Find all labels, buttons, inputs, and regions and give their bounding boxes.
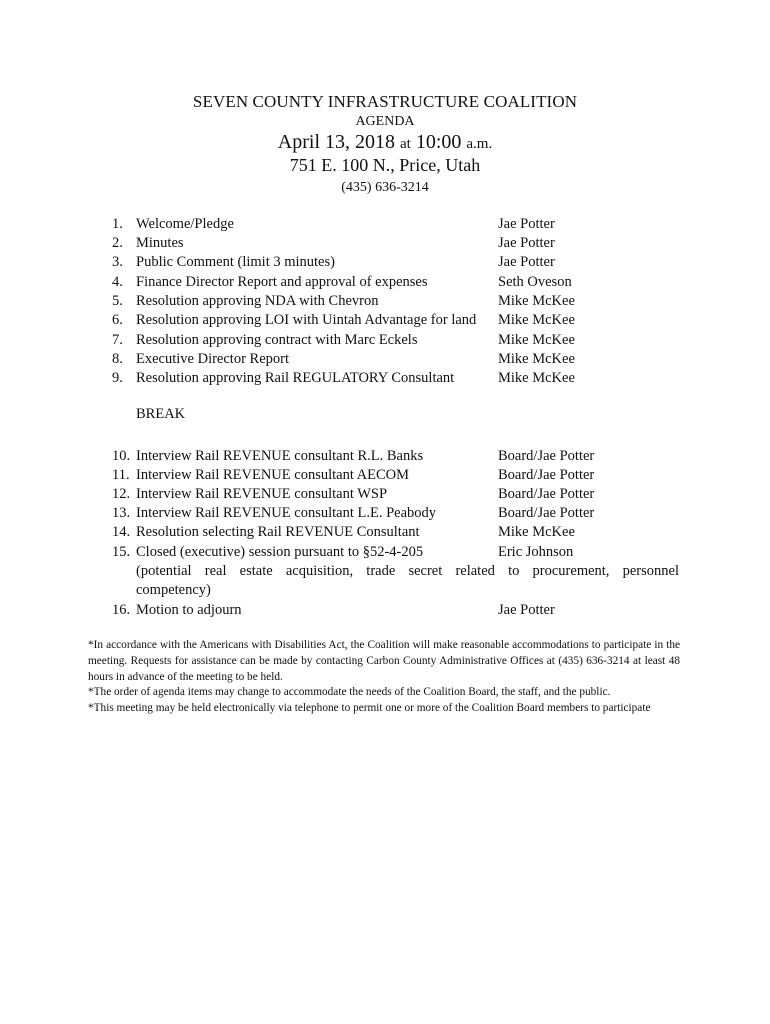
electronic-meeting-note: *This meeting may be held electronically via telephone to permit one or more of the Coalition Board members to participate [88,702,651,715]
item15-details-line2: competency) [136,582,211,598]
agenda-item-text: Resolution approving Rail REGULATORY Consultant [136,370,455,386]
agenda-item [0,523,770,543]
date-text: April 13, 2018 [277,131,395,153]
footnotes [88,638,680,717]
agenda-item [0,485,770,505]
date-at: at [400,136,411,152]
agenda-item-text: Interview Rail REVENUE consultant WSP [136,486,388,502]
agenda-item-number: 3. [112,254,123,270]
agenda-item [0,234,770,254]
agenda-item-presenter: Mike McKee [498,524,575,540]
agenda-item-presenter: Mike McKee [498,332,575,348]
agenda-item-text: Motion to adjourn [136,602,242,618]
agenda-item-text: Resolution approving LOI with Uintah Advantage for land [136,312,477,328]
agenda-item-presenter: Board/Jae Potter [498,467,595,483]
agenda-item-text: Public Comment (limit 3 minutes) [136,254,335,270]
agenda-item-text: Executive Director Report [136,351,289,367]
agenda-item-number: 16. [112,602,131,618]
agenda-item-presenter: Eric Johnson [498,544,574,560]
agenda-subtitle: AGENDA [355,114,415,129]
agenda-item-presenter: Mike McKee [498,351,575,367]
agenda-item-number: 10. [112,448,131,464]
agenda-item-presenter: Board/Jae Potter [498,486,595,502]
agenda-item-presenter: Seth Oveson [498,274,572,290]
agenda-item [0,292,770,312]
organization-title: SEVEN COUNTY INFRASTRUCTURE COALITION [192,92,578,111]
agenda-item-presenter: Mike McKee [498,293,575,309]
time-ampm: a.m. [466,136,493,152]
agenda-item-text: Interview Rail REVENUE consultant R.L. Banks [136,448,424,464]
agenda-item-number: 12. [112,486,131,502]
meeting-date [0,131,770,154]
break-label: BREAK [136,406,186,422]
agenda-item-presenter: Jae Potter [498,235,555,251]
agenda-item-number: 6. [112,312,123,328]
agenda-item-number: 4. [112,274,123,290]
agenda-item-number: 7. [112,332,123,348]
item15-details-line1: (potential real estate acquisition, trade secret related to procurement, personnel [136,563,679,579]
agenda-item-number: 15. [112,544,131,560]
agenda-item [0,311,770,331]
agenda-item-text: Finance Director Report and approval of expenses [136,274,428,290]
agenda-item [0,601,770,621]
agenda-item-presenter: Jae Potter [498,254,555,270]
agenda-item-number: 13. [112,505,131,521]
agenda-item-presenter: Mike McKee [498,370,575,386]
agenda-item-number: 8. [112,351,123,367]
agenda-item-presenter: Jae Potter [498,216,555,232]
agenda-item [0,215,770,235]
agenda-item [0,253,770,273]
time-text: 10:00 [415,131,462,153]
agenda-item-text: Resolution approving NDA with Chevron [136,293,379,309]
agenda-item [0,447,770,467]
agenda-item-presenter: Board/Jae Potter [498,448,595,464]
agenda-item-number: 11. [112,467,130,483]
agenda-item-number: 2. [112,235,123,251]
agenda-item-text: Resolution selecting Rail REVENUE Consultant [136,524,420,540]
meeting-phone: (435) 636-3214 [341,180,429,195]
agenda-item-text: Interview Rail REVENUE consultant AECOM [136,467,410,483]
agenda-item-presenter: Board/Jae Potter [498,505,595,521]
agenda-item-text: Closed (executive) session pursuant to §52-4-205 [136,544,424,560]
agenda-item [0,273,770,293]
order-note: *The order of agenda items may change to accommodate the needs of the Coalition Board, the staff, and the public. [88,686,611,699]
agenda-item-text: Welcome/Pledge [136,216,234,232]
agenda-item [0,369,770,389]
agenda-item-number: 1. [112,216,123,232]
agenda-item [0,350,770,370]
agenda-item-number: 5. [112,293,123,309]
agenda-item [0,504,770,524]
agenda-item-text: Minutes [136,235,184,251]
agenda-item [0,466,770,486]
ada-note: *In accordance with the Americans with Disabilities Act, the Coalition will make reasonable accommodations to participate in the meeting. Requests for assistance can be made by contacting Carbon County Administrative Offices at (435) 636-3214 at least 48 hours in advance of the meeting to be held. [88,639,680,683]
agenda-item-number: 14. [112,524,131,540]
agenda-item [0,543,770,563]
agenda-item-text: Interview Rail REVENUE consultant L.E. Peabody [136,505,437,521]
agenda-item-presenter: Jae Potter [498,602,555,618]
agenda-item-number: 9. [112,370,123,386]
agenda-item-text: Resolution approving contract with Marc Eckels [136,332,418,348]
meeting-address: 751 E. 100 N., Price, Utah [289,155,481,175]
agenda-item [0,331,770,351]
agenda-item-presenter: Mike McKee [498,312,575,328]
